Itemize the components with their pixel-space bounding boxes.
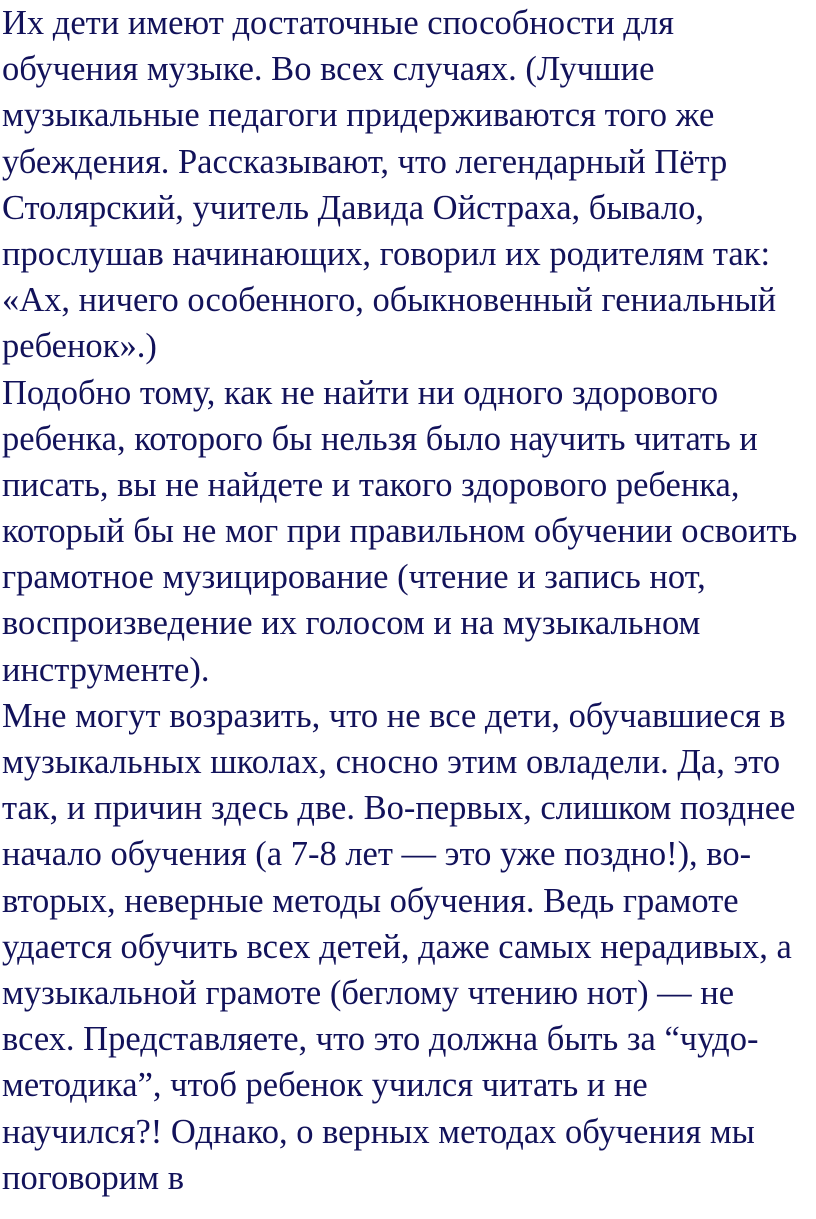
text-line: музыкальных школах, сносно этим овладели. Да, это	[2, 743, 781, 781]
text-line: Столярский, учитель Давида Ойстраха, бывало,	[2, 188, 705, 227]
text-line: убеждения. Рассказывают, что легендарный Пётр	[2, 142, 728, 181]
text-line: удается обучить всех детей, даже самых нерадивых, а	[2, 927, 792, 966]
text-line: писать, вы не найдете и такого здорового ребенка,	[2, 465, 740, 504]
text-line: ребенок».)	[2, 327, 157, 366]
text-line: прослушав начинающих, говорил их родителям так:	[2, 234, 771, 273]
text-line: Подобно тому, как не найти ни одного здорового	[2, 373, 719, 412]
paragraph-2	[2, 370, 812, 693]
paragraph-3	[2, 693, 812, 1201]
text-line: воспроизведение их голосом и на музыкальном	[2, 604, 701, 643]
text-line: который бы не мог при правильном обучении освоить	[2, 512, 798, 551]
paragraph-1	[2, 0, 812, 370]
text-line: «Ах, ничего особенного, обыкновенный гениальный	[2, 281, 777, 320]
text-line: методика”, чтоб ребенок учился читать и не	[2, 1066, 648, 1105]
text-line: инструменте).	[2, 650, 210, 689]
text-line: вторых, неверные методы обучения. Ведь грамоте	[2, 881, 739, 920]
text-line: обучения музыке. Во всех случаях. (Лучшие	[2, 50, 655, 89]
text-line: Мне могут возразить, что не все дети, обучавшиеся в	[2, 696, 786, 735]
text-line: грамотное музицирование (чтение и запись нот,	[2, 558, 706, 597]
text-line: так, и причин здесь две. Во-первых, слишком позднее	[2, 789, 796, 828]
text-line: Их дети имеют достаточные способности для	[2, 4, 674, 42]
text-line: музыкальной грамоте (беглому чтению нот) — не	[2, 973, 735, 1012]
text-line: всех. Представляете, что это должна быть за “чудо-	[2, 1020, 759, 1059]
text-line: научился?! Однако, о верных методах обучения мы	[2, 1112, 755, 1151]
text-line: музыкальные педагоги придерживаются того же	[2, 96, 715, 135]
text-line: начало обучения (а 7-8 лет — это уже поздно!), во-	[2, 835, 752, 874]
text-line: ребенка, которого бы нельзя было научить читать и	[2, 419, 758, 458]
text-line: поговорим в	[2, 1158, 185, 1197]
